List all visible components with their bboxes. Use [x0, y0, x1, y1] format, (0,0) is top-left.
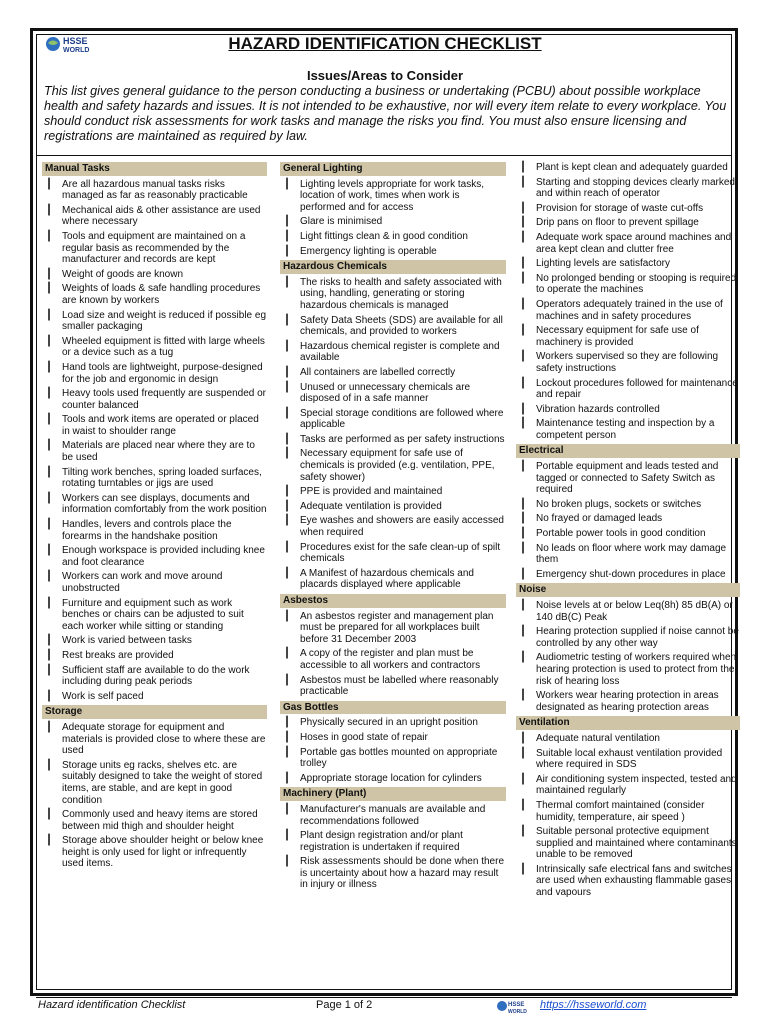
checkbox-tick-icon: ┃ — [46, 178, 53, 190]
checkbox-tick-icon: ┃ — [520, 773, 527, 785]
checklist-item — [280, 408, 506, 431]
checklist-item-text: Starting and stopping devices clearly marked and within reach of operator — [536, 176, 735, 200]
checklist-item — [280, 277, 506, 312]
checklist-item — [42, 722, 267, 757]
checklist-item-text: Portable power tools in good condition — [536, 528, 706, 540]
checklist-item-text: Workers supervised so they are following safety instructions — [536, 351, 719, 374]
checklist-item-text: Eye washes and showers are easily accessed when required — [300, 515, 504, 539]
checklist-item-text: Asbestos must be labelled where reasonably practicable — [300, 674, 499, 698]
checklist-item-text: Light fittings clean & in good condition — [300, 230, 468, 242]
checkbox-tick-icon: ┃ — [46, 492, 53, 504]
checkbox-tick-icon: ┃ — [284, 486, 291, 498]
checklist-item — [516, 733, 740, 745]
checklist-item — [42, 665, 267, 688]
checklist-item — [280, 216, 506, 228]
checklist-item — [516, 418, 740, 441]
checklist-item — [516, 203, 740, 215]
checkbox-tick-icon: ┃ — [520, 272, 527, 284]
checkbox-tick-icon: ┃ — [46, 664, 53, 676]
checklist-column-2 — [280, 162, 506, 894]
checkbox-tick-icon: ┃ — [284, 381, 291, 393]
svg-text:WORLD: WORLD — [508, 1009, 527, 1015]
checkbox-tick-icon: ┃ — [46, 268, 53, 280]
checkbox-tick-icon: ┃ — [46, 466, 53, 478]
checkbox-tick-icon: ┃ — [284, 541, 291, 553]
checkbox-tick-icon: ┃ — [46, 759, 53, 771]
checkbox-tick-icon: ┃ — [284, 803, 291, 815]
checklist-item-text: Manufacturer's manuals are available and recommendations followed — [300, 803, 486, 827]
checklist-item — [516, 299, 740, 322]
footer-divider — [36, 997, 732, 998]
checkbox-tick-icon: ┃ — [520, 652, 527, 664]
checkbox-tick-icon: ┃ — [46, 690, 53, 702]
checklist-item-text: Work is self paced — [62, 690, 144, 702]
checklist-item — [280, 315, 506, 338]
checkbox-tick-icon: ┃ — [520, 162, 527, 173]
section-heading: Machinery (Plant) — [280, 787, 506, 801]
document-subtitle: Issues/Areas to Consider — [306, 68, 464, 83]
checkbox-tick-icon: ┃ — [46, 230, 53, 242]
checklist-item-text: Necessary equipment for safe use of machinery is provided — [536, 325, 699, 348]
checklist-item — [280, 382, 506, 405]
checklist-item-text: Adequate natural ventilation — [536, 732, 660, 744]
checkbox-tick-icon: ┃ — [520, 732, 527, 744]
footer-page-number: Page 1 of 2 — [316, 999, 373, 1011]
checklist-column-3 — [516, 162, 740, 902]
checklist-item-text: Maintenance testing and inspection by a competent person — [536, 418, 715, 441]
svg-text:HSSE: HSSE — [63, 36, 88, 46]
checklist-item — [516, 690, 740, 713]
checklist-item — [516, 325, 740, 348]
checkbox-tick-icon: ┃ — [284, 746, 291, 758]
checkbox-tick-icon: ┃ — [520, 626, 527, 638]
checkbox-tick-icon: ┃ — [46, 204, 53, 216]
checklist-item-text: No broken plugs, sockets or switches — [536, 498, 702, 510]
footer-website-link[interactable]: https://hsseworld.com — [540, 999, 647, 1011]
checklist-item — [280, 830, 506, 853]
svg-text:WORLD: WORLD — [63, 47, 90, 54]
checklist-item-text: Lighting levels appropriate for work tasks, location of work, times when work is performed and for access — [300, 178, 484, 213]
checklist-item — [280, 717, 506, 729]
checklist-item-text: Load size and weight is reduced if possible eg smaller packaging — [62, 309, 267, 333]
checklist-item — [42, 598, 267, 633]
checkbox-tick-icon: ┃ — [520, 176, 527, 188]
checklist-item — [516, 258, 740, 270]
checkbox-tick-icon: ┃ — [46, 809, 53, 821]
header-divider — [36, 155, 732, 156]
checklist-item — [42, 205, 267, 228]
checklist-item-text: Necessary equipment for safe use of chemicals is provided (e.g. ventilation, PPE, safety shower) — [300, 448, 495, 483]
footer-document-name: Hazard identification Checklist — [38, 999, 186, 1011]
checklist-item-text: Tilting work benches, spring loaded surfaces, rotating turntables or jigs are used — [62, 466, 262, 490]
checklist-item — [516, 232, 740, 255]
checklist-item-text: Workers wear hearing protection in areas designated as hearing protection areas — [536, 690, 719, 713]
checklist-items — [280, 277, 506, 591]
checklist-item — [516, 273, 740, 296]
section-heading: Gas Bottles — [280, 701, 506, 715]
checklist-item-text: Noise levels at or below Leq(8h) 85 dB(A) or 140 dB(C) Peak — [536, 600, 733, 623]
checklist-item — [516, 499, 740, 511]
checklist-item — [516, 543, 740, 566]
checklist-item — [280, 486, 506, 498]
checkbox-tick-icon: ┃ — [520, 690, 527, 702]
checklist-item — [280, 246, 506, 258]
section-heading: Asbestos — [280, 594, 506, 608]
checkbox-tick-icon: ┃ — [284, 830, 291, 842]
checkbox-tick-icon: ┃ — [46, 361, 53, 373]
checkbox-tick-icon: ┃ — [46, 545, 53, 557]
checkbox-tick-icon: ┃ — [46, 283, 53, 295]
checklist-item-text: Mechanical aids & other assistance are used where necessary — [62, 204, 261, 228]
checklist-item-text: Unused or unnecessary chemicals are disposed of in a safe manner — [300, 381, 471, 405]
section-heading: Electrical — [516, 444, 740, 458]
checklist-item — [42, 362, 267, 385]
checklist-item-text: No frayed or damaged leads — [536, 513, 663, 525]
checkbox-tick-icon: ┃ — [284, 230, 291, 242]
checklist-item — [42, 231, 267, 266]
checklist-item — [280, 675, 506, 698]
checklist-item — [516, 626, 740, 649]
checklist-item-text: No prolonged bending or stooping is required to operate the machines — [536, 272, 737, 296]
checkbox-tick-icon: ┃ — [284, 178, 291, 190]
checklist-item-text: Tools and work items are operated or placed in waist to shoulder range — [62, 414, 259, 437]
checklist-item-text: Materials are placed near where they are to be used — [62, 440, 255, 464]
checkbox-tick-icon: ┃ — [46, 335, 53, 347]
checklist-item — [42, 635, 267, 647]
checklist-item — [516, 652, 740, 687]
checklist-item-text: Tools and equipment are maintained on a regular basis as recommended by the manufacturer and records are kept — [62, 230, 246, 266]
checklist-item — [42, 760, 267, 806]
checkbox-tick-icon: ┃ — [284, 500, 291, 512]
checklist-item-text: Adequate storage for equipment and materials is provided close to where these are used — [62, 721, 266, 757]
checklist-item-text: Weights of loads & safe handling procedures are known by workers — [62, 283, 261, 306]
checklist-item — [516, 177, 740, 200]
checkbox-tick-icon: ┃ — [520, 568, 527, 580]
checklist-item-text: A Manifest of hazardous chemicals and placards displayed where applicable — [300, 567, 474, 591]
checklist-item — [42, 467, 267, 490]
checkbox-tick-icon: ┃ — [284, 567, 291, 579]
checklist-item-text: Adequate ventilation is provided — [300, 500, 442, 512]
checklist-item-text: Tasks are performed as per safety instructions — [300, 433, 505, 445]
checkbox-tick-icon: ┃ — [520, 418, 527, 430]
checklist-item-text: Intrinsically safe electrical fans and switches are used when exhausting flammable gases and vapours — [536, 863, 732, 899]
checklist-item-text: The risks to health and safety associated with using, handling, generating or storing hazardous chemicals is managed — [300, 276, 502, 311]
checklist-item-text: Risk assessments should be done when there is uncertainty about how a hazard may result in injury or illness — [300, 856, 505, 891]
checklist-item-text: Emergency shut-down procedures in place — [536, 568, 726, 580]
checklist-item — [516, 461, 740, 496]
checkbox-tick-icon: ┃ — [284, 216, 291, 228]
checklist-item-text: Commonly used and heavy items are stored between mid thigh and shoulder height — [62, 809, 258, 832]
checklist-item-text: Handles, levers and controls place the forearms in the handshake position — [62, 519, 232, 542]
checklist-item-text: Lockout procedures followed for maintenance and repair — [536, 377, 738, 401]
checklist-item — [42, 809, 267, 832]
checklist-items — [280, 179, 506, 258]
checklist-items — [280, 804, 506, 891]
checkbox-tick-icon: ┃ — [284, 717, 291, 729]
checkbox-tick-icon: ┃ — [46, 597, 53, 609]
checklist-item — [280, 568, 506, 591]
checklist-item — [516, 513, 740, 525]
checklist-items — [42, 179, 267, 703]
checkbox-tick-icon: ┃ — [520, 217, 527, 229]
checklist-item — [516, 162, 740, 174]
checklist-item — [516, 569, 740, 581]
checklist-item-text: Work is varied between tasks — [62, 635, 192, 647]
checkbox-tick-icon: ┃ — [284, 276, 291, 288]
checklist-item — [280, 732, 506, 744]
checkbox-tick-icon: ┃ — [284, 314, 291, 326]
checklist-items — [280, 717, 506, 784]
checklist-item — [280, 367, 506, 379]
checklist-items — [516, 600, 740, 713]
checklist-item — [516, 774, 740, 797]
checklist-items — [516, 461, 740, 580]
checklist-item-text: Audiometric testing of workers required when hearing protection is used to protect from the risk of hearing loss — [536, 652, 737, 687]
checklist-item — [516, 826, 740, 861]
checklist-items — [42, 722, 267, 870]
checklist-item-text: Portable gas bottles mounted on appropriate trolley — [300, 746, 498, 770]
hsse-world-logo — [44, 34, 108, 54]
checklist-item — [516, 351, 740, 374]
checklist-item-text: Adequate work space around machines and area kept clean and clutter free — [536, 231, 732, 255]
checklist-item — [42, 283, 267, 306]
checklist-item — [280, 804, 506, 827]
checklist-item — [42, 440, 267, 463]
checkbox-tick-icon: ┃ — [46, 414, 53, 426]
checklist-items — [280, 611, 506, 698]
checklist-item-text: Storage above shoulder height or below knee height is only used for light or infrequently used items. — [62, 835, 264, 870]
checklist-item-text: Wheeled equipment is fitted with large wheels or a device such as a tug — [62, 335, 265, 359]
checkbox-tick-icon: ┃ — [520, 461, 527, 473]
checklist-item — [42, 650, 267, 662]
checklist-item — [42, 545, 267, 568]
checklist-item-text: Special storage conditions are followed where applicable — [300, 407, 504, 431]
checkbox-tick-icon: ┃ — [46, 635, 53, 647]
checklist-item-text: Suitable local exhaust ventilation provided where required in SDS — [536, 747, 723, 771]
checkbox-tick-icon: ┃ — [284, 648, 291, 660]
checklist-item — [280, 341, 506, 364]
checkbox-tick-icon: ┃ — [520, 298, 527, 310]
checkbox-tick-icon: ┃ — [46, 835, 53, 847]
checklist-item — [280, 515, 506, 538]
checklist-item-text: Plant design registration and/or plant registration is undertaken if required — [300, 830, 463, 853]
checklist-item — [42, 493, 267, 516]
checklist-item — [42, 414, 267, 437]
checkbox-tick-icon: ┃ — [520, 528, 527, 540]
checklist-item — [516, 217, 740, 229]
svg-text:HSSE: HSSE — [508, 1002, 525, 1008]
checklist-item — [516, 404, 740, 416]
checkbox-tick-icon: ┃ — [520, 351, 527, 363]
checkbox-tick-icon: ┃ — [520, 202, 527, 214]
checkbox-tick-icon: ┃ — [284, 515, 291, 527]
checklist-item — [516, 378, 740, 401]
checkbox-tick-icon: ┃ — [520, 403, 527, 415]
checklist-item — [516, 600, 740, 623]
checkbox-tick-icon: ┃ — [284, 340, 291, 352]
checklist-item-text: Heavy tools used frequently are suspended or counter balanced — [62, 388, 267, 411]
section-heading: Ventilation — [516, 716, 740, 730]
checklist-item-text: Hoses in good state of repair — [300, 731, 428, 743]
checklist-item-text: Air conditioning system inspected, tested and maintained regularly — [536, 773, 737, 797]
checkbox-tick-icon: ┃ — [46, 309, 53, 321]
checkbox-tick-icon: ┃ — [520, 747, 527, 759]
checklist-item — [42, 336, 267, 359]
checkbox-tick-icon: ┃ — [46, 519, 53, 531]
checklist-item-text: Hazardous chemical register is complete and available — [300, 340, 500, 364]
checklist-item-text: Physically secured in an upright position — [300, 717, 478, 729]
checklist-item — [516, 528, 740, 540]
checklist-item-text: An asbestos register and management plan must be prepared for all workplaces built before 31 December 2003 — [300, 610, 494, 645]
checklist-item-text: Provision for storage of waste cut-offs — [536, 202, 704, 214]
checklist-item-text: Vibration hazards controlled — [536, 403, 660, 415]
checkbox-tick-icon: ┃ — [520, 513, 527, 525]
checklist-item-text: Enough workspace is provided including knee and foot clearance — [62, 545, 265, 568]
checklist-item-text: Workers can work and move around unobstructed — [62, 571, 223, 594]
checklist-item-text: Appropriate storage location for cylinders — [300, 772, 482, 784]
checkbox-tick-icon: ┃ — [520, 325, 527, 337]
checkbox-tick-icon: ┃ — [284, 448, 291, 460]
checklist-item — [42, 519, 267, 542]
checkbox-tick-icon: ┃ — [284, 772, 291, 784]
checkbox-tick-icon: ┃ — [520, 799, 527, 811]
checklist-item — [280, 773, 506, 785]
checklist-item — [280, 542, 506, 565]
checkbox-tick-icon: ┃ — [46, 721, 53, 733]
checklist-item-text: No leads on floor where work may damage them — [536, 542, 727, 566]
checkbox-tick-icon: ┃ — [520, 231, 527, 243]
checklist-item — [516, 864, 740, 899]
checkbox-tick-icon: ┃ — [284, 856, 291, 868]
checklist-item-text: A copy of the register and plan must be accessible to all workers and contractors — [300, 648, 481, 671]
checkbox-tick-icon: ┃ — [520, 863, 527, 875]
checklist-item — [280, 747, 506, 770]
checklist-item-text: Furniture and equipment such as work benches or chairs can be adjusted to suit each worker while sitting or standing — [62, 597, 244, 632]
checklist-item-text: Portable equipment and leads tested and tagged or connected to Safety Switch as required — [536, 461, 719, 496]
checklist-items — [516, 733, 740, 899]
checkbox-tick-icon: ┃ — [520, 377, 527, 389]
checklist-item-text: Emergency lighting is operable — [300, 245, 437, 257]
checklist-item-text: Lighting levels are satisfactory — [536, 258, 670, 270]
checklist-item — [42, 388, 267, 411]
checklist-item — [42, 310, 267, 333]
checkbox-tick-icon: ┃ — [520, 600, 527, 611]
checklist-item-text: PPE is provided and maintained — [300, 486, 443, 498]
checklist-item-text: Weight of goods are known — [62, 268, 184, 280]
section-heading: Manual Tasks — [42, 162, 267, 176]
section-heading: General Lighting — [280, 162, 506, 176]
footer-hsse-world-logo — [496, 997, 532, 1015]
checklist-item-text: Are all hazardous manual tasks risks managed as far as reasonably practicable — [62, 178, 248, 202]
checklist-item-text: Hearing protection supplied if noise cannot be controlled by any other way — [536, 626, 739, 649]
checkbox-tick-icon: ┃ — [284, 674, 291, 686]
checklist-item — [42, 269, 267, 281]
checklist-item-text: All containers are labelled correctly — [300, 366, 456, 378]
section-heading: Noise — [516, 583, 740, 597]
checklist-item — [280, 648, 506, 671]
checklist-item-text: Hand tools are lightweight, purpose-designed for the job and ergonomic in design — [62, 361, 263, 385]
checklist-item — [280, 611, 506, 646]
checklist-item — [42, 571, 267, 594]
checkbox-tick-icon: ┃ — [284, 731, 291, 743]
section-heading: Hazardous Chemicals — [280, 260, 506, 274]
checklist-column-1 — [42, 162, 267, 873]
checklist-item-text: Suitable personal protective equipment supplied and maintained where contaminants unable to be removed — [536, 826, 737, 861]
checklist-item — [516, 748, 740, 771]
checkbox-tick-icon: ┃ — [46, 388, 53, 400]
checklist-item — [42, 691, 267, 703]
checkbox-tick-icon: ┃ — [520, 498, 527, 510]
checkbox-tick-icon: ┃ — [46, 440, 53, 452]
checkbox-tick-icon: ┃ — [520, 826, 527, 838]
checkbox-tick-icon: ┃ — [284, 366, 291, 378]
checklist-item — [280, 179, 506, 214]
checkbox-tick-icon: ┃ — [284, 433, 291, 445]
document-title: HAZARD IDENTIFICATION CHECKLIST — [228, 34, 542, 53]
checklist-items — [516, 162, 740, 441]
checklist-item — [280, 501, 506, 513]
checklist-item — [280, 231, 506, 243]
checklist-item-text: Plant is kept clean and adequately guarded — [536, 162, 728, 173]
checklist-item — [516, 800, 740, 823]
intro-paragraph: This list gives general guidance to the person conducting a business or undertaking (PCBU) about possible workplace health and safety hazards and issues. It is not intended to be exhaustive, nor will every item relate to every workplace. You should conduct risk assessments for work tasks and manage the risks you find. You must also ensure licensing and registrations are maintained as required by law. — [44, 84, 727, 143]
checklist-item-text: Procedures exist for the safe clean-up of spilt chemicals — [300, 541, 501, 565]
checklist-item-text: Glare is minimised — [300, 216, 383, 228]
checkbox-tick-icon: ┃ — [284, 407, 291, 419]
checklist-item-text: Thermal comfort maintained (consider humidity, temperature, air speed ) — [536, 799, 705, 823]
checkbox-tick-icon: ┃ — [520, 258, 527, 270]
checkbox-tick-icon: ┃ — [520, 542, 527, 554]
checklist-item-text: Sufficient staff are available to do the work including during peak periods — [62, 664, 250, 688]
checklist-item — [42, 835, 267, 870]
checklist-item — [280, 434, 506, 446]
checklist-item — [280, 856, 506, 891]
checklist-item — [42, 179, 267, 202]
checkbox-tick-icon: ┃ — [46, 649, 53, 661]
checkbox-tick-icon: ┃ — [46, 571, 53, 583]
checklist-item-text: Safety Data Sheets (SDS) are available for all chemicals, and provided to workers — [300, 314, 503, 338]
checklist-item-text: Operators adequately trained in the use of machines and in safety procedures — [536, 298, 723, 322]
checklist-item — [280, 448, 506, 483]
checklist-item-text: Drip pans on floor to prevent spillage — [536, 217, 699, 229]
checklist-item-text: Rest breaks are provided — [62, 649, 174, 661]
section-heading: Storage — [42, 705, 267, 719]
checklist-item-text: Storage units eg racks, shelves etc. are suitably designed to take the weight of stored items, are stable, and are kept in good condition — [62, 759, 263, 806]
checklist-item-text: Workers can see displays, documents and information comfortably from the work position — [62, 492, 267, 516]
checkbox-tick-icon: ┃ — [284, 610, 291, 622]
checkbox-tick-icon: ┃ — [284, 245, 291, 257]
